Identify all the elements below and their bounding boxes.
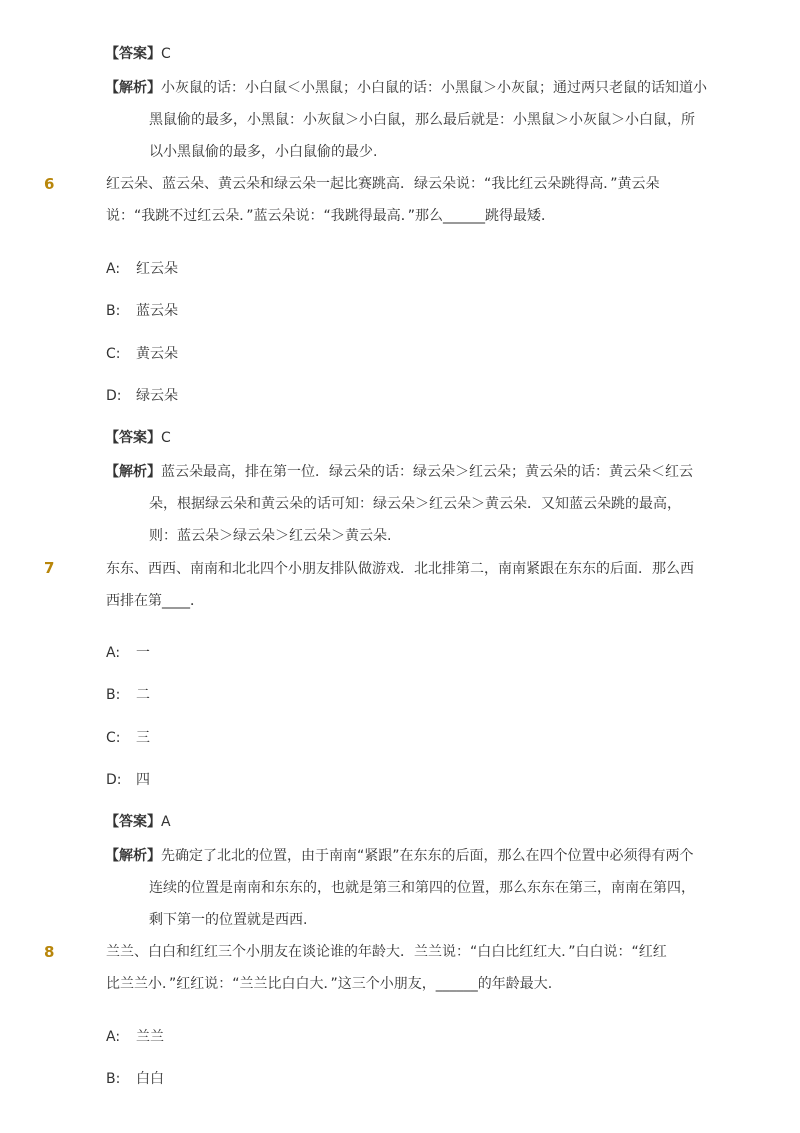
- question-number: 8: [44, 943, 55, 961]
- explanation-label: 【解析】: [105, 80, 161, 96]
- explanation-text: 黑鼠偷的最多，小黑鼠：小灰鼠＞小白鼠，那么最后就是：小黑鼠＞小灰鼠＞小白鼠，所: [149, 112, 695, 128]
- option-text: 兰兰: [136, 1029, 164, 1045]
- option-label: D:: [106, 772, 122, 788]
- question-line: 东东、西西、南南和北北四个小朋友排队做游戏．北北排第二，南南紧跟在东东的后面．那么西: [106, 561, 694, 577]
- question-line: 兰兰、白白和红红三个小朋友在谈论谁的年龄大．兰兰说：“白白比红红大．”白白说：“红红: [106, 944, 667, 960]
- explanation-7: [105, 840, 725, 936]
- question-line: 西排在第____．: [106, 593, 204, 609]
- option-text: 三: [136, 730, 150, 746]
- answer-value: A: [161, 814, 171, 830]
- explanation-text: 先确定了北北的位置，由于南南“紧跟”在东东的后面，那么在四个位置中必须得有两个: [161, 848, 694, 864]
- option-label: C:: [106, 346, 121, 362]
- option-b[interactable]: [106, 685, 150, 705]
- option-d[interactable]: [106, 770, 150, 790]
- option-d[interactable]: [106, 386, 178, 406]
- explanation-label: 【解析】: [105, 848, 161, 864]
- option-text: 白白: [136, 1071, 164, 1087]
- option-text: 红云朵: [136, 261, 178, 277]
- option-text: 绿云朵: [136, 388, 178, 404]
- answer-label: 【答案】: [105, 46, 161, 62]
- option-label: B:: [106, 687, 121, 703]
- option-a[interactable]: [106, 643, 150, 663]
- explanation-text: 剩下第一的位置就是西西.: [149, 912, 308, 928]
- explanation-text: 以小黑鼠偷的最多，小白鼠偷的最少.: [149, 144, 378, 160]
- explanation-text: 连续的位置是南南和东东的，也就是第三和第四的位置，那么东东在第三，南南在第四，: [149, 880, 695, 896]
- question-line: 说：“我跳不过红云朵．”蓝云朵说：“我跳得最高．”那么______跳得最矮．: [106, 208, 556, 224]
- explanation-6: [105, 456, 725, 552]
- option-label: A:: [106, 261, 121, 277]
- explanation-text: 朵，根据绿云朵和黄云朵的话可知：绿云朵＞红云朵＞黄云朵．又知蓝云朵跳的最高，: [149, 496, 681, 512]
- explanation-text: 小灰鼠的话：小白鼠＜小黑鼠；小白鼠的话：小黑鼠＞小灰鼠；通过两只老鼠的话知道小: [161, 80, 707, 96]
- answer-5: [105, 44, 171, 64]
- question-number: 6: [44, 175, 55, 193]
- option-label: C:: [106, 730, 121, 746]
- answer-6: [105, 428, 171, 448]
- option-text: 黄云朵: [136, 346, 178, 362]
- answer-7: [105, 812, 171, 832]
- question-text: [106, 553, 726, 617]
- option-c[interactable]: [106, 344, 178, 364]
- option-text: 四: [136, 772, 150, 788]
- question-text: [106, 936, 726, 1000]
- option-a[interactable]: [106, 259, 178, 279]
- option-text: 蓝云朵: [136, 303, 178, 319]
- option-c[interactable]: [106, 728, 150, 748]
- option-b[interactable]: [106, 301, 178, 321]
- question-text: [106, 168, 726, 232]
- answer-value: C: [161, 430, 171, 446]
- option-b[interactable]: [106, 1069, 164, 1089]
- question-line: 红云朵、蓝云朵、黄云朵和绿云朵一起比赛跳高．绿云朵说：“我比红云朵跳得高．”黄云朵: [106, 176, 660, 192]
- option-label: B:: [106, 303, 121, 319]
- option-text: 一: [136, 645, 150, 661]
- explanation-text: 蓝云朵最高，排在第一位．绿云朵的话：绿云朵＞红云朵；黄云朵的话：黄云朵＜红云: [161, 464, 693, 480]
- option-label: D:: [106, 388, 122, 404]
- answer-label: 【答案】: [105, 814, 161, 830]
- explanation-text: 则：蓝云朵＞绿云朵＞红云朵＞黄云朵.: [149, 528, 392, 544]
- option-label: B:: [106, 1071, 121, 1087]
- explanation-label: 【解析】: [105, 464, 161, 480]
- question-line: 比兰兰小．”红红说：“兰兰比白白大．”这三个小朋友，______的年龄最大.: [106, 976, 553, 992]
- explanation-5: [105, 72, 725, 168]
- option-label: A:: [106, 1029, 121, 1045]
- option-label: A:: [106, 645, 121, 661]
- answer-value: C: [161, 46, 171, 62]
- question-number: 7: [44, 559, 55, 577]
- option-text: 二: [136, 687, 150, 703]
- option-a[interactable]: [106, 1027, 164, 1047]
- answer-label: 【答案】: [105, 430, 161, 446]
